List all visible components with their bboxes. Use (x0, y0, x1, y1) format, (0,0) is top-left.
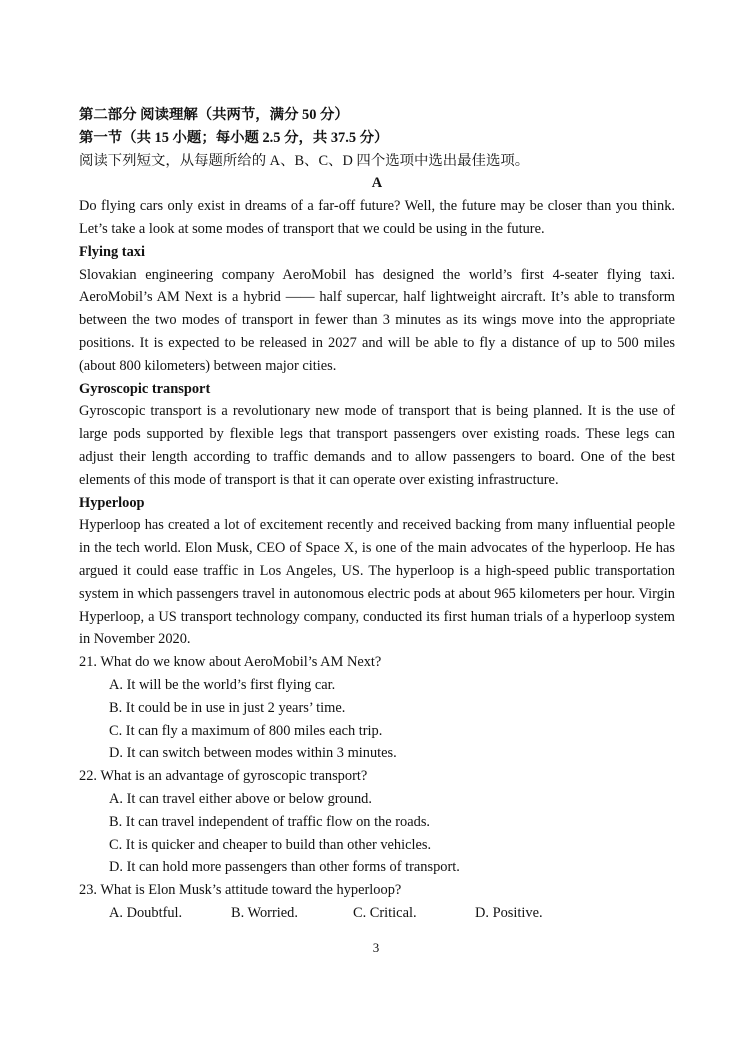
question-21-stem: 21. What do we know about AeroMobil’s AM Next? (79, 654, 382, 671)
question-21-option-c: C. It can fly a maximum of 800 miles each trip. (109, 722, 383, 739)
section-heading-gyroscopic: Gyroscopic transport (79, 380, 211, 397)
question-23-option-a: A. Doubtful. (109, 904, 183, 921)
section-heading-hyperloop: Hyperloop (79, 494, 145, 511)
question-23-option-b: B. Worried. (231, 904, 298, 921)
section-body-flying-taxi: Slovakian engineering company AeroMobil has designed the world’s first 4-seater flying taxi. AeroMobil’s AM Next is a hybrid —— half supercar, half lightweight aircraft. It’s able to transform between the two modes of transport in fewer than 3 minutes as its wings move into the appropriate positions. It is expected to be released in 2027 and will be able to fly a distance of up to 500 miles (about 800 kilometers) between major cities. (79, 266, 675, 374)
question-22-stem: 22. What is an advantage of gyroscopic transport? (79, 768, 368, 785)
question-23-option-c: C. Critical. (353, 904, 417, 921)
section-title: 第一节（共 15 小题；每小题 2.5 分，共 37.5 分） (79, 129, 389, 146)
question-22-option-b: B. It can travel independent of traffic flow on the roads. (109, 813, 431, 830)
passage-intro: Do flying cars only exist in dreams of a far-off future? Well, the future may be closer than you think. Let’s take a look at some modes of transport that we could be using in the future. (79, 198, 675, 237)
section-body-gyroscopic: Gyroscopic transport is a revolutionary new mode of transport that is being planned. It is the use of large pods supported by flexible legs that transport passengers over existing roads. These legs can adjust their length according to traffic demands and to allow passengers to board. One of the best elements of this mode of transport is that it can operate over existing infrastructure. (79, 403, 675, 488)
question-23-options (79, 902, 675, 925)
question-22-option-d: D. It can hold more passengers than other forms of transport. (109, 859, 460, 876)
question-23-stem: 23. What is Elon Musk’s attitude toward the hyperloop? (79, 882, 402, 899)
part-title: 第二部分 阅读理解（共两节，满分 50 分） (79, 107, 349, 123)
document-page (79, 104, 675, 925)
question-21-option-b: B. It could be in use in just 2 years’ time. (109, 699, 346, 716)
question-21-option-a: A. It will be the world’s first flying car. (109, 676, 336, 693)
section-body-hyperloop: Hyperloop has created a lot of excitement recently and received backing from many influential people in the tech world. Elon Musk, CEO of Space X, is one of the main advocates of the hyperloop. He has argued it could ease traffic in Los Angeles, US. The hyperloop is a high-speed public transportation system in which passengers travel in autonomous electric pods at about 965 kilometers per hour. Virgin Hyperloop, a US transport technology company, conducted its first human trials of a hyperloop system in November 2020. (79, 517, 675, 648)
question-22-option-c: C. It is quicker and cheaper to build than other vehicles. (109, 836, 432, 853)
page-number: 3 (372, 940, 380, 955)
question-23-option-d: D. Positive. (475, 904, 543, 921)
passage-label: A (371, 175, 383, 192)
question-21-option-d: D. It can switch between modes within 3 minutes. (109, 745, 397, 762)
question-22-option-a: A. It can travel either above or below ground. (109, 790, 372, 807)
instructions: 阅读下列短文，从每题所给的 A、B、C、D 四个选项中选出最佳选项。 (79, 152, 530, 169)
section-heading-flying-taxi: Flying taxi (79, 243, 145, 260)
